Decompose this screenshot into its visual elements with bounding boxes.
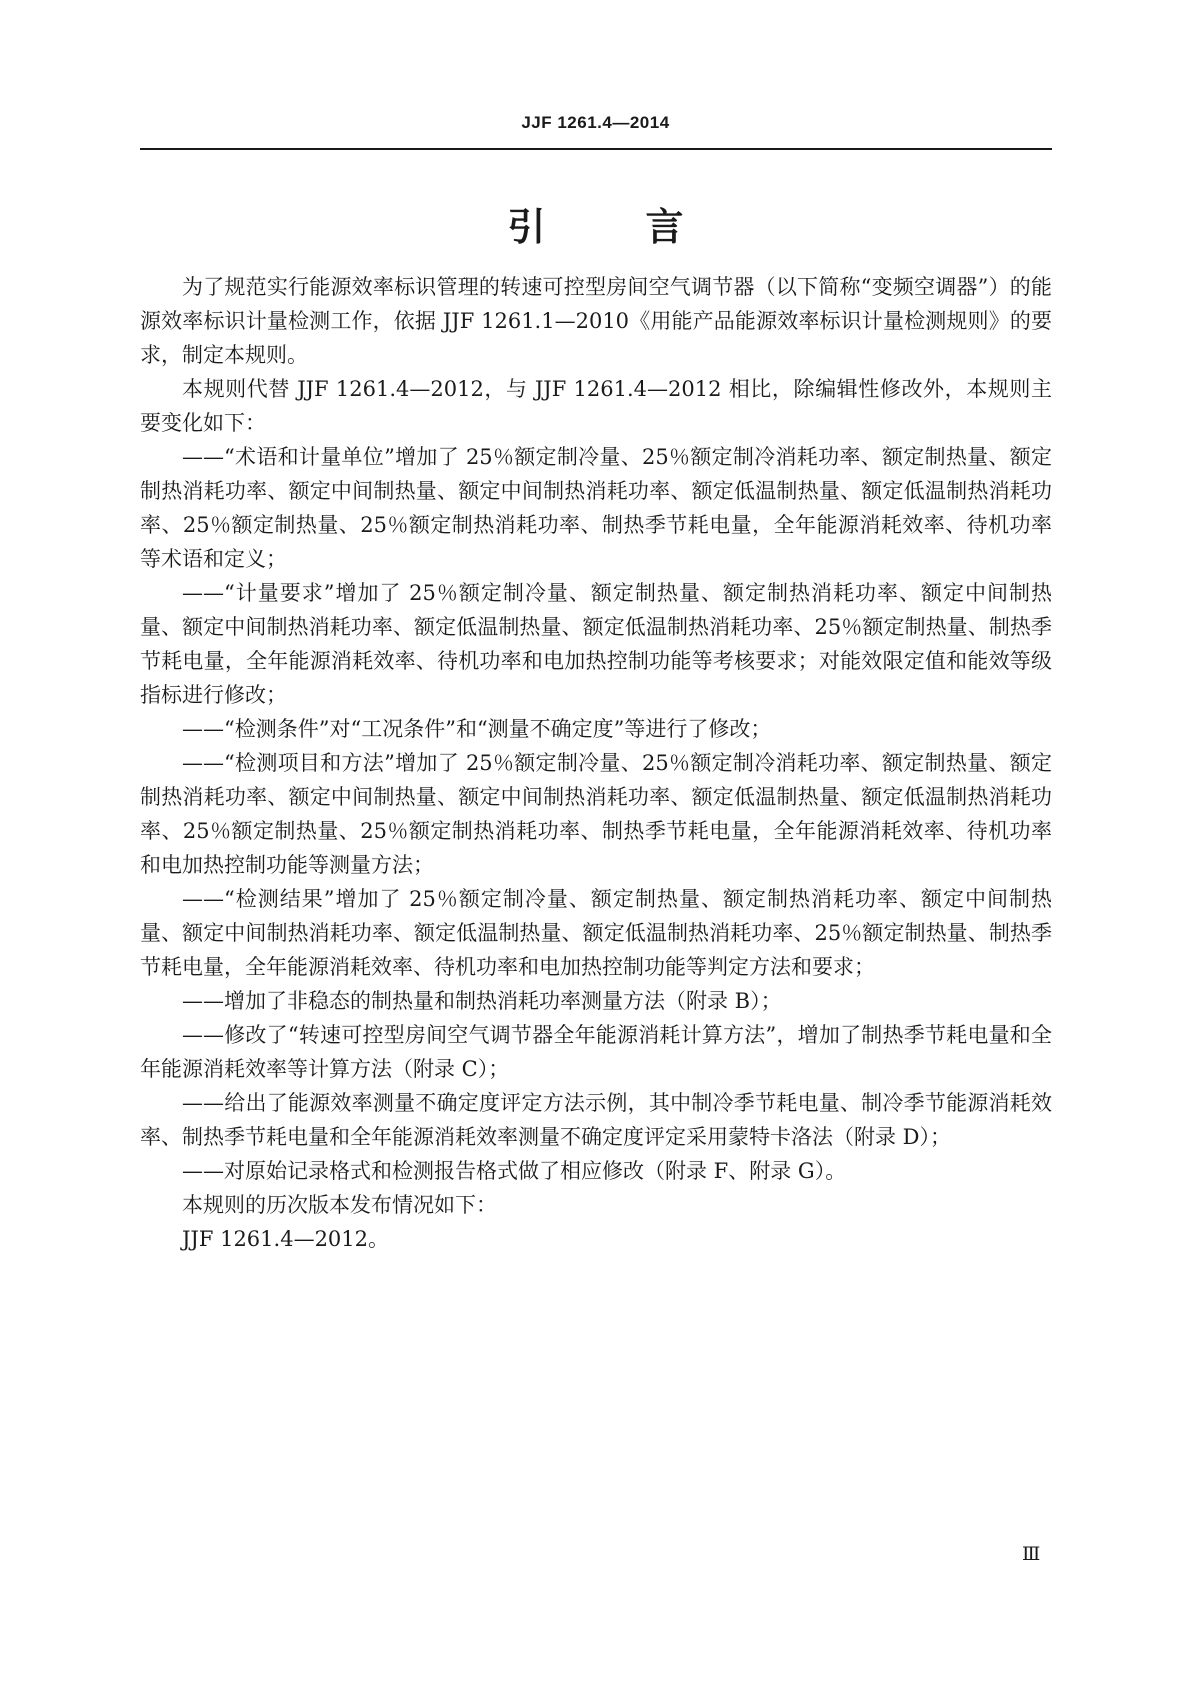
paragraph: ——“术语和计量单位”增加了 25％额定制冷量、25％额定制冷消耗功率、额定制热量、额定制热消耗功率、额定中间制热量、额定中间制热消耗功率、额定低温制热量、额定低温制热消耗功率、25％额定制热量、25％额定制热消耗功率、制热季节耗电量，全年能源消耗效率、待机功率等术语和定义； [140, 445, 1052, 571]
paragraph: ——“检测项目和方法”增加了 25％额定制冷量、25％额定制冷消耗功率、额定制热量、额定制热消耗功率、额定中间制热量、额定中间制热消耗功率、额定低温制热量、额定低温制热消耗功率、25％额定制热量、25％额定制热消耗功率、制热季节耗电量，全年能源消耗效率、待机功率和电加热控制功能等测量方法； [140, 751, 1052, 877]
paragraph: JJF 1261.4—2012。 [182, 1227, 390, 1251]
paragraph: ——对原始记录格式和检测报告格式做了相应修改（附录 F、附录 G）。 [182, 1159, 847, 1183]
paragraph: ——“检测结果”增加了 25％额定制冷量、额定制热量、额定制热消耗功率、额定中间制热量、额定中间制热消耗功率、额定低温制热量、额定低温制热消耗功率、25％额定制热量、制热季节耗电量，全年能源消耗效率、待机功率和电加热控制功能等判定方法和要求； [140, 887, 1052, 979]
paragraph: ——给出了能源效率测量不确定度评定方法示例，其中制冷季节耗电量、制冷季节能源消耗效率、制热季节耗电量和全年能源消耗效率测量不确定度评定采用蒙特卡洛法（附录 D）； [140, 1091, 1052, 1149]
paragraph: 为了规范实行能源效率标识管理的转速可控型房间空气调节器（以下简称“变频空调器”）的能源效率标识计量检测工作，依据 JJF 1261.1—2010《用能产品能源效率标识计量检测规则》的要求，制定本规则。 [140, 275, 1052, 367]
paragraph: ——修改了“转速可控型房间空气调节器全年能源消耗计算方法”，增加了制热季节耗电量和全年能源消耗效率等计算方法（附录 C）； [140, 1023, 1052, 1081]
page-title [0, 196, 1191, 251]
page-number: Ⅲ [1022, 1543, 1041, 1565]
running-header: JJF 1261.4—2014 [521, 113, 670, 132]
paragraph: ——“计量要求”增加了 25％额定制冷量、额定制热量、额定制热消耗功率、额定中间制热量、额定中间制热消耗功率、额定低温制热量、额定低温制热消耗功率、25％额定制热量、制热季节耗电量，全年能源消耗效率、待机功率和电加热控制功能等考核要求；对能效限定值和能效等级指标进行修改； [140, 581, 1052, 707]
paragraph: ——增加了非稳态的制热量和制热消耗功率测量方法（附录 B）； [182, 989, 782, 1013]
paragraph: 本规则的历次版本发布情况如下： [182, 1193, 497, 1217]
body-text [140, 270, 1052, 1256]
title-char-2: 言 [645, 205, 684, 249]
title-char-1: 引 [507, 205, 546, 249]
paragraph: ——“检测条件”对“工况条件”和“测量不确定度”等进行了修改； [182, 717, 772, 741]
paragraph: 本规则代替 JJF 1261.4—2012，与 JJF 1261.4—2012 相比，除编辑性修改外，本规则主要变化如下： [140, 377, 1052, 435]
header-rule [140, 148, 1052, 150]
